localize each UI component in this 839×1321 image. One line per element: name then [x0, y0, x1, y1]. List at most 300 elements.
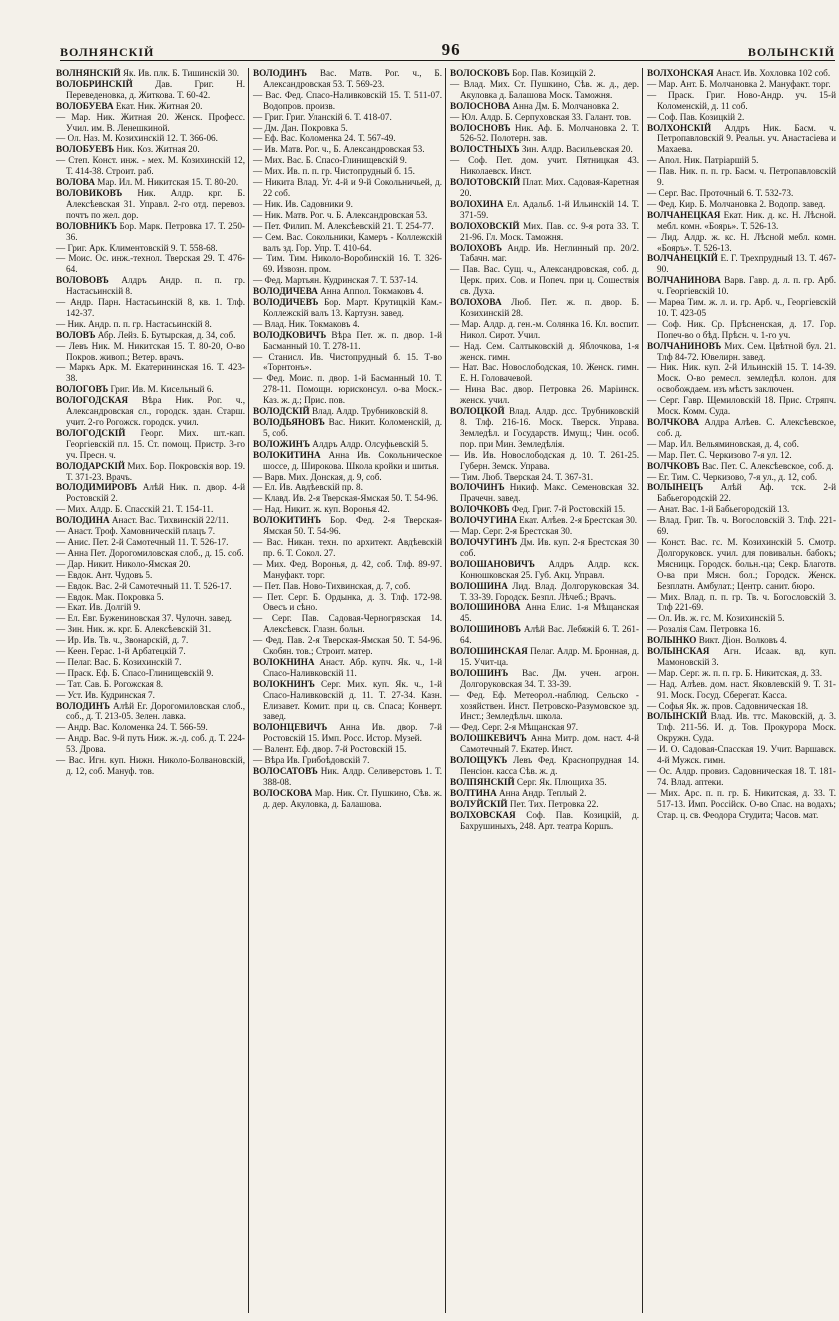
entry-details: Мар. Ник. Ст. Пушкино, Сѣв. ж. д. дер. Акуловка, д. Балашова.	[263, 787, 442, 809]
entry-details: — Евдок. Вас. 2-й Самотечный 11. Т. 526-17.	[56, 580, 232, 591]
entry-surname: ВОЛОЧИНЪ	[450, 482, 505, 493]
directory-entry	[56, 362, 245, 384]
entry-details: — Ел. Евг. Бужениновская 37. Чулочн. завед.	[56, 613, 232, 624]
entry-details: — Валент. Еф. двор. 7-й Ростовскій 15.	[253, 744, 407, 755]
entry-details: — Кеен. Герас. 1-й Арбатецкій 7.	[56, 646, 186, 657]
entry-details: — Марѳа Тим. ж. л. и. гр. Арб. ч., Георгіевскій 10. Т. 423-05	[647, 297, 836, 318]
entry-details: Як. Ив. плк. Б. Тишинскій 30.	[122, 68, 240, 78]
entry-surname: ВОЛОБУЕВЪ	[56, 144, 115, 155]
entry-surname: ВОЛОДИЧЕВА	[253, 286, 318, 297]
entry-details: — Серг. Вас. Проточный 6. Т. 532-73.	[647, 187, 794, 198]
entry-details: — Фед. Пав. 2-я Тверская-Ямская 50. Т. 54-96. Скобян. тов.; Строит. матер.	[253, 635, 442, 657]
directory-entry	[56, 384, 245, 395]
entry-details: Серг. Мих. куп. Як. ч., 1-й Спасо-Наливковскій д. 11. Т. 27-34. Казн. Елизавет. Комит. при ц. св. Спаса; Конверт. завед.	[263, 678, 443, 722]
entry-surname: ВОЛОГОВЪ	[56, 384, 109, 395]
entry-details: Екат. Алѣев. 2-я Брестская 30.	[519, 515, 638, 526]
directory-entry	[647, 155, 836, 166]
entry-details: — Андр. Парн. Настасьинскій 8, кв. 1. Тлф. 142-37.	[56, 297, 245, 318]
entry-details: Вас. Дм. учен. агрон. Долгоруковская 34. Т. 33-39.	[460, 667, 639, 689]
entry-details: — Ол. Ив. ж. гс. М. Козихинскій 5.	[647, 613, 785, 624]
entry-surname: ВОЛОШИНСКАЯ	[450, 646, 528, 657]
directory-entry	[56, 613, 245, 624]
entry-details: — Левъ Ник. М. Никитская 15. Т. 80-20, О-во Покров. живоп.; Ветер. врачъ.	[56, 340, 245, 362]
entry-surname: ВОЛОКИТИНА	[253, 449, 321, 460]
directory-entry	[450, 526, 639, 537]
entry-details: Соф. Пав. Козицкій, д. Бахрушиныхъ, 248. Арт. театра Коршъ.	[460, 809, 640, 831]
entry-details: — Праск. Григ. Ново-Андр. уч. 15-й Коломенскій, д. 11 соб.	[647, 89, 836, 111]
directory-entry	[450, 112, 639, 123]
directory-entry	[253, 90, 442, 112]
entry-surname: ВОЛОВНИКЪ	[56, 220, 117, 231]
directory-entry	[253, 788, 442, 810]
entry-details: Абр. Лейз. Б. Бутырская, д. 34, соб.	[97, 329, 236, 340]
entry-details: — Фед. Мартьян. Кудринская 7. Т. 537-14.	[253, 275, 418, 286]
directory-entry	[253, 657, 442, 679]
directory-entry	[647, 515, 836, 537]
entry-details: — Анат. Вас. 1-й Бабьегородскій 13.	[647, 504, 790, 515]
entry-details: Андр. Ив. Неглинный пр. 20/2. Табачн. маг.	[460, 242, 640, 264]
entry-details: — Пет. Филип. М. Алексѣевскій 21. Т. 254-77.	[253, 220, 434, 231]
directory-entry	[647, 166, 836, 188]
entry-details: — Зин. Ник. ж. крг. Б. Алексѣевскій 31.	[56, 624, 212, 635]
entry-details: — Ол. Наз. М. Козихинскій 12. Т. 366-06.	[56, 133, 218, 144]
entry-surname: ВОЛОСКОВЪ	[450, 68, 510, 78]
entry-details: Влад. Алдр. дсс. Трубниковскій 8. Тлф. 216-16. Моск. Тверск. Управа. Земледѣл. и Государств. Имущ.; Чин. особ. пор. при Мин. Земледѣлія.	[460, 406, 640, 449]
directory-entry	[56, 548, 245, 559]
directory-entry	[253, 155, 442, 166]
entry-details: — И. О. Садовая-Спасская 19. Учит. Варшавск. 4-й Мужск. гимн.	[647, 744, 836, 766]
entry-surname: ВОЛЫНКО	[647, 635, 697, 646]
directory-entry	[253, 253, 442, 275]
entry-details: Алѣй Ег. Дорогомиловская слоб., соб., д. Т. 213-05. Зелен. лавка.	[66, 700, 245, 722]
entry-details: — Над. Алѣев. дом. наст. Яковлевскій 9. Т. 31-91. Моск. Госуд. Сберегат. Касса.	[647, 678, 836, 700]
entry-surname: ВОЛОДАРСКІЙ	[56, 460, 126, 471]
directory-entry	[56, 668, 245, 679]
entry-details: — Апол. Ник. Патріаршій 5.	[647, 155, 759, 166]
directory-entry	[647, 439, 836, 450]
entry-details: — Пав. Вас. Сущ. ч., Александровская, соб. д. Церк. прих. Сов. и Попеч. при ц. Сошествія св. Духа.	[450, 264, 639, 297]
entry-details: — Фед. Кир. Б. Молчановка 2. Водопр. завед.	[647, 198, 826, 209]
directory-entry	[450, 690, 639, 723]
entry-details: — Ник. Андр. п. п. гр. Настасьинскій 8.	[56, 318, 212, 329]
directory-entry	[56, 188, 245, 221]
entry-details: — Соф. Пет. дом. учит. Пятницкая 43. Николаевск. Инст.	[450, 155, 639, 177]
directory-entry	[253, 515, 442, 537]
entry-details: — Ник. Ник. куп. 2-й Ильинскій 15. Т. 14-39. Моск. О-во ремесл. земледѣл. колон. для освобождаем. изъ мѣстъ заключен.	[647, 362, 836, 395]
entry-surname: ВОЛОКНИНЪ	[253, 678, 315, 689]
entry-details: — Андр. Вас. 9-й путь Ниж. ж.-д. соб. д. Т. 224-53. Дрова.	[56, 733, 245, 755]
directory-entry	[647, 668, 836, 679]
entry-surname: ВОЛОХОВА	[450, 297, 502, 308]
entry-details: — Никита Влад. Уг. 4-й и 9-й Сокольничьей, д. 22 соб.	[253, 177, 442, 198]
directory-entry	[450, 155, 639, 177]
entry-details: Ник. Аф. Б. Молчановка 2. Т. 526-52. Полотерн. зав.	[460, 122, 639, 144]
entry-details: Анна Митр. дом. наст. 4-й Самотечный 7. Екатер. Инст.	[460, 733, 639, 755]
entry-details: — Степ. Конст. инж. - мех. М. Козихинскій 12, Т. 414-38. Строит. раб.	[56, 155, 245, 177]
entry-surname: ВОЛЧАНИНОВЪ	[647, 340, 722, 351]
entry-surname: ВОЛОЦКОЙ	[450, 406, 505, 417]
entry-surname: ВОЛЫНСКАЯ	[647, 646, 710, 657]
entry-details: — Розалія Сам. Петровка 16.	[647, 624, 761, 635]
directory-entry	[56, 657, 245, 668]
directory-entry	[647, 701, 836, 712]
entry-details: — Мар. Алдр. д. ген.-м. Солянка 16. Кл. воспит. Никол. Сирот. Учил.	[450, 318, 639, 340]
entry-details: — Ир. Ив. Тв. ч., Звонарскій, д. 7.	[56, 635, 189, 646]
directory-entry	[450, 482, 639, 504]
entry-surname: ВОЛОБУЕВА	[56, 100, 114, 111]
entry-surname: ВОЛОВИКОВЪ	[56, 187, 123, 198]
entry-details: Фед. Григ. 7-й Ростовскій 15.	[511, 504, 626, 515]
directory-entry	[56, 395, 245, 428]
entry-surname: ВОЛЫНЕЦЪ	[647, 482, 704, 493]
entry-surname: ВОЛОЧУГИНЪ	[450, 536, 518, 547]
directory-entry	[253, 286, 442, 297]
entry-details: Алдра Алѣев. С. Алексѣевское, соб. д.	[657, 417, 836, 438]
directory-entry	[253, 133, 442, 144]
directory-entry	[450, 624, 639, 646]
directory-entry	[56, 570, 245, 581]
directory-entry	[647, 68, 836, 79]
entry-surname: ВОЛУЙСКІЙ	[450, 798, 508, 809]
entry-surname: ВОЛОГОДСКІЙ	[56, 427, 126, 438]
entry-details: Е. Г. Трехпрудный 13. Т. 467-90.	[657, 253, 836, 275]
directory-entry	[450, 79, 639, 101]
entry-details: — Ел. Ив. Авдѣевскій пр. 8.	[253, 482, 363, 493]
entry-surname: ВОЛЫНСКІЙ	[647, 711, 707, 722]
directory-entry	[647, 362, 836, 395]
directory-entry	[56, 526, 245, 537]
directory-entry	[450, 406, 639, 450]
entry-surname: ВОЛОДИНЪ	[56, 700, 110, 711]
directory-entry	[253, 450, 442, 472]
entry-details: — Анаст. Троф. Хамовническій плацъ 7.	[56, 526, 216, 537]
entry-details: — Софья Як. ж. пров. Садовническая 18.	[647, 700, 809, 711]
entry-details: — Влад. Ник. Токмаковъ 4.	[253, 318, 360, 329]
entry-details: Агн. Исаак. вд. куп. Мамоновскій 3.	[657, 646, 836, 667]
entry-details: — Влад. Григ. Тв. ч. Вогословскій 3. Тлф. 221-69.	[647, 515, 836, 537]
entry-surname: ВОЛОДИМИРОВЪ	[56, 482, 138, 493]
entry-details: Мих. Пав. сс. 9-я рота 33. Т. 21-96. Гл. Моск. Таможня.	[460, 220, 639, 242]
directory-entry	[56, 133, 245, 144]
directory-entry	[450, 450, 639, 472]
entry-details: — Ник. Ив. Садовники 9.	[253, 198, 353, 209]
entry-details: — Пав. Ник. п. п. гр. Басм. ч. Петропавловскій 9.	[647, 166, 836, 188]
directory-entry	[253, 559, 442, 581]
directory-entry	[253, 210, 442, 221]
entry-details: — Григ. Григ. Уланскій 6. Т. 418-07.	[253, 111, 392, 122]
entry-details: Люб. Пет. ж. п. двор. Б. Козихинскій 28.	[460, 297, 640, 318]
entry-details: Влад. Алдр. Трубниковскій 8.	[312, 406, 428, 417]
directory-entry	[56, 482, 245, 504]
directory-entry	[647, 472, 836, 483]
entry-surname: ВОЛОШИНОВА	[450, 602, 521, 613]
entry-details: — Ив. Матв. Рог. ч., Б. Александровская 53.	[253, 144, 425, 155]
directory-entry	[56, 243, 245, 254]
entry-details: — Григ. Арк. Климентовскій 9. Т. 558-68.	[56, 242, 218, 253]
directory-entry	[56, 319, 245, 330]
entry-details: — Тат. Сав. Б. Рогожская 8.	[56, 678, 164, 689]
entry-details: — Анис. Пет. 2-й Самотечный 11. Т. 526-17.	[56, 536, 229, 547]
entry-details: Григ. Ив. М. Кисельный 6.	[110, 384, 214, 395]
entry-surname: ВОЛОСКОВА	[253, 787, 313, 798]
directory-entry	[450, 68, 639, 79]
entry-details: — Андр. Вас. Коломенка 24. Т. 566-59.	[56, 722, 208, 733]
entry-details: — Тим. Люб. Тверская 24. Т. 367-31.	[450, 471, 594, 482]
entry-details: Мар. Ил. М. Никитская 15. Т. 80-20.	[97, 177, 239, 188]
entry-details: — Серг. Гавр. Щемиловскій 18. Прис. Стряпч. Моск. Комм. Суда.	[647, 395, 836, 417]
entry-surname: ВОЛОДИНЪ	[253, 68, 307, 78]
column-3	[446, 68, 643, 1313]
directory-entry	[647, 711, 836, 744]
directory-entry	[56, 504, 245, 515]
entry-surname: ВОЛОНЦЕВИЧЪ	[253, 722, 328, 733]
entry-details: — Моис. Ос. инж.-технол. Тверская 29. Т. 476-64.	[56, 253, 245, 275]
entry-details: Влад. Ив. ттс. Маковскій, д. 3. Тлф. 211-56. И. д. Тов. Прокурора Моск. Окружн. Суда.	[657, 711, 836, 744]
entry-surname: ВОЛНЯНСКІЙ	[56, 68, 121, 78]
entry-details: Лид. Влад. Долгоруковская 34. Т. 33-39. Городск. Безпл. Лѣчеб.; Врачъ.	[460, 580, 639, 602]
entry-surname: ВОЛОДКОВИЧЪ	[253, 329, 327, 340]
entry-details: Алѣй Аф. тск. 2-й Бабьегородскій 22.	[657, 482, 836, 504]
directory-entry	[253, 581, 442, 592]
entry-details: — Мих. Вас. Б. Спасо-Глинищевскій 9.	[253, 155, 407, 166]
entry-surname: ВОЛХОНСКІЙ	[647, 122, 712, 133]
entry-details: — Фед. Еф. Метеорол.-наблюд. Сельско - хозяйствен. Инст. Петровско-Разумовское зд. Инст.; Земледѣльч. школа.	[450, 689, 639, 722]
directory-entry	[253, 232, 442, 254]
entry-surname: ВОЛОГОДСКАЯ	[56, 395, 129, 406]
entry-surname: ВОЛОХОВСКІЙ	[450, 220, 520, 231]
directory-entry	[56, 101, 245, 112]
directory-entry	[647, 613, 836, 624]
directory-entry	[253, 373, 442, 406]
directory-entry	[56, 537, 245, 548]
entry-details: Анаст. Ив. Хохловка 102 соб.	[716, 68, 831, 78]
entry-surname: ВОЛЧКОВА	[647, 417, 700, 427]
directory-entry	[56, 701, 245, 723]
entry-surname: ВОЛОХИНА	[450, 198, 504, 209]
entry-surname: ВОЛОЧУГИНА	[450, 515, 517, 526]
entry-details: — Вѣра Ив. Грибоѣдовскій 7.	[253, 755, 370, 766]
directory-entry	[647, 744, 836, 766]
entry-surname: ВОЛОДИЧЕВЪ	[253, 297, 319, 308]
entry-details: Георг. Мих. шт.-кап. Георгіевскій пл. 15. Ст. помощ. Пристр. 3-го уч. Пресн. ч.	[66, 427, 245, 460]
entry-details: Анаст. Абр. купч. Як. ч., 1-й Спасо-Наливковскій 11.	[263, 656, 442, 678]
entry-surname: ВОЛОКНИНА	[253, 656, 315, 667]
entry-details: — Мар. Серг. 2-я Брестская 30.	[450, 526, 573, 537]
entry-details: — Лид. Алдр. ж. кс. Н. Лѣсной мебл. комн. «Бояръ». Т. 526-13.	[647, 231, 836, 253]
directory-entry	[253, 744, 442, 755]
directory-entry	[253, 722, 442, 744]
entry-details: — Нина Вас. двор. Петровка 26. Маріинск. женск. учил.	[450, 384, 639, 406]
entry-surname: ВОЛОДИНА	[56, 515, 110, 526]
entry-details: Вѣра Ник. Рог. ч., Александровская сл., городск. здан. Старш. учит. 2-го Рогожск. городск. учил.	[66, 395, 245, 427]
directory-entry	[253, 766, 442, 788]
entry-surname: ВОЛОКИТИНЪ	[253, 515, 322, 526]
entry-details: Алдръ Алдр. кск. Конюшковская 25. Губ. Акц. Управл.	[460, 558, 639, 580]
page-number: 96	[441, 40, 461, 59]
entry-details: — Дм. Дан. Покровка 5.	[253, 122, 348, 133]
directory-entry	[56, 79, 245, 101]
entry-details: Вас. Пет. С. Алексѣевское, соб. д.	[701, 460, 834, 471]
entry-surname: ВОЛОСАТОВЪ	[253, 766, 318, 776]
entry-surname: ВОЛОСНОВЪ	[450, 122, 511, 133]
entry-surname: ВОЛОХОВЪ	[450, 242, 503, 253]
column-2	[249, 68, 446, 1313]
directory-entry	[253, 123, 442, 134]
entry-surname: ВОЛОШИНЪ	[450, 667, 509, 678]
entry-details: Дав. Григ. Н. Переведеновка, д. Житкова. Т. 60-42.	[66, 78, 246, 100]
entry-details: — Уст. Ив. Кудринская 7.	[56, 689, 155, 700]
entry-details: — Екат. Ив. Долгій 9.	[56, 602, 141, 613]
entry-details: — Серг. Пав. Садовая-Черногрязская 14. Алексѣевск. Глазн. больн.	[253, 613, 442, 635]
entry-surname: ВОЛОСНОВА	[450, 100, 511, 111]
entry-details: Викт. Діон. Волковъ 4.	[698, 635, 787, 646]
directory-entry	[56, 624, 245, 635]
directory-entry	[253, 635, 442, 657]
entry-details: — Над. Сем. Салтыковскій д. Яблочкова, 1-я женск. гимн.	[450, 340, 639, 362]
entry-details: — Юл. Алдр. Б. Серпуховская 33. Галант. тов.	[450, 111, 632, 122]
entry-surname: ВОЛОТОВСКІЙ	[450, 177, 521, 188]
directory-entry	[647, 592, 836, 614]
directory-entry	[450, 722, 639, 733]
directory-entry	[56, 559, 245, 570]
directory-entry	[56, 733, 245, 755]
directory-entry	[450, 297, 639, 319]
entry-details: — Ос. Алдр. провиз. Садовническая 18. Т. 181-74. Влад. аптеки.	[647, 766, 836, 787]
entry-surname: ВОЛОШКЕВИЧЪ	[450, 733, 527, 744]
directory-entry	[253, 330, 442, 352]
directory-entry	[56, 155, 245, 177]
header-right-guideword: ВОЛЫНСКІЙ	[747, 45, 835, 59]
entry-surname: ВОЛЧАНЕЦКАЯ	[647, 209, 721, 220]
directory-entry	[56, 253, 245, 275]
directory-entry	[647, 395, 836, 417]
directory-entry	[253, 221, 442, 232]
directory-entry	[56, 679, 245, 690]
directory-entry	[56, 461, 245, 483]
directory-entry	[253, 482, 442, 493]
entry-details: Алдръ Алдр. Олсуфьевскій 5.	[312, 438, 429, 449]
entry-surname: ВОЛОШИНА	[450, 580, 508, 591]
entry-details: Никиф. Макс. Семеновская 32. Прачечн. завед.	[460, 482, 640, 504]
directory-entry	[56, 177, 245, 188]
entry-details: — Мар. Ник. Житная 20. Женск. Професс. Учил. им. В. Ленешкиной.	[56, 111, 245, 133]
directory-entry	[647, 275, 836, 297]
entry-surname: ВОЛЧАНИНОВА	[647, 275, 721, 286]
entry-surname: ВОЛОДСКІЙ	[253, 406, 310, 417]
entry-details: — Пет. Пав. Ново-Тихвинская, д. 7, соб.	[253, 580, 411, 591]
directory-entry	[450, 559, 639, 581]
directory-entry	[56, 68, 245, 79]
entry-details: Ел. Адальб. 1-й Ильинскій 14. Т. 371-59.	[460, 198, 640, 220]
entry-details: Вас. Никит. Коломенскій, д. 5, соб.	[263, 417, 443, 438]
directory-entry	[450, 221, 639, 243]
entry-details: Алѣй Вас. Лебяжій 6. Т. 261-64.	[460, 624, 639, 646]
directory-entry	[450, 319, 639, 341]
directory-entry	[56, 112, 245, 134]
directory-entry	[253, 275, 442, 286]
directory-entry	[647, 199, 836, 210]
entry-details: — Анна Пет. Дорогомиловская слоб., д. 15. соб.	[56, 547, 244, 558]
directory-entry	[647, 79, 836, 90]
page-header	[60, 38, 835, 61]
directory-entry	[647, 635, 836, 646]
directory-entry	[253, 679, 442, 723]
entry-details: Левъ Фед. Краснопрудная 14. Пенсіон. касса Сѣв. ж. д.	[460, 755, 639, 776]
directory-entry	[56, 330, 245, 341]
entry-details: — Евдок. Ант. Чудовъ 5.	[56, 569, 153, 580]
directory-entry	[647, 766, 836, 788]
directory-entry	[450, 144, 639, 155]
directory-entry	[253, 504, 442, 515]
entry-details: Пет. Тих. Петровка 22.	[509, 798, 599, 809]
entry-details: Екат. Ник. д. кс. Н. Лѣсной. мебл. комн. «Боярь». Т. 526-13.	[657, 209, 837, 231]
entry-details: — Маркъ Арк. М. Екатерининская 16. Т. 423-38.	[56, 362, 245, 384]
entry-details: Мих. Бор. Покровскія вор. 19. Т. 371-23. Врачъ.	[66, 460, 246, 482]
directory-entry	[450, 788, 639, 799]
entry-details: Вѣра Пет. ж. п. двор. 1-й Басманный 10. Т. 278-11.	[263, 329, 443, 351]
directory-entry	[647, 341, 836, 363]
directory-entry	[647, 319, 836, 341]
entry-details: — Пет. Серг. Б. Ордынка, д. 3. Тлф. 172-98. Овесъ и сѣно.	[253, 591, 442, 613]
entry-details: — Мих. Алдр. Б. Спасскій 21. Т. 154-11.	[56, 504, 214, 515]
columns-container	[52, 68, 839, 1313]
directory-entry	[56, 275, 245, 297]
entry-surname: ВОЛОДЬЯНОВЪ	[253, 417, 325, 427]
entry-details: — Влад. Мих. Ст. Пушкино, Сѣв. ж. д., дер. Акуловка д. Балашова Моск. Таможня.	[450, 78, 639, 100]
entry-details: — Клавд. Ив. 2-я Тверская-Ямская 50. Т. 54-96.	[253, 493, 439, 504]
entry-details: Екат. Ник. Житная 20.	[115, 100, 203, 111]
directory-entry	[253, 493, 442, 504]
entry-details: — Мих. Влад. п. п. гр. Тв. ч. Богословскій 3. Тлф 221-69.	[647, 591, 836, 613]
directory-entry	[253, 613, 442, 635]
directory-entry	[253, 406, 442, 417]
directory-entry	[450, 602, 639, 624]
entry-details: Бор. Фед. 2-я Тверская-Ямская 50. Т. 54-96.	[263, 515, 443, 537]
entry-details: Анна Ив. двор. 7-й Ростовскій 15. Имп. Росс. Истор. Музей.	[263, 722, 443, 744]
entry-details: Анна Ив. Сокольническое шоссе, д. Широкова. Школа кройки и шитья.	[263, 449, 442, 471]
entry-details: — Мар. Ил. Вельяминовская, д. 4, соб.	[647, 438, 799, 449]
directory-entry	[56, 515, 245, 526]
directory-entry	[450, 581, 639, 603]
entry-surname: ВОЛХОНСКАЯ	[647, 68, 714, 78]
directory-entry	[56, 602, 245, 613]
directory-entry	[450, 199, 639, 221]
directory-entry	[253, 177, 442, 199]
directory-entry	[450, 777, 639, 788]
entry-details: Анаст. Вас. Тихвинскій 22/11.	[111, 515, 229, 526]
entry-details: Ник. Коз. Житная 20.	[116, 144, 200, 155]
entry-details: — Ив. Ив. Новослободская д. 10. Т. 261-25. Губерн. Земск. Управа.	[450, 449, 639, 471]
directory-entry	[647, 450, 836, 461]
directory-entry	[647, 788, 836, 821]
directory-entry	[56, 755, 245, 777]
directory-entry	[450, 264, 639, 297]
directory-entry	[647, 624, 836, 635]
directory-entry	[450, 810, 639, 832]
entry-details: Дм. Ив. куп. 2-я Брестская 30 соб.	[460, 536, 639, 558]
entry-details: Анна Андр. Теплый 2.	[499, 787, 587, 798]
directory-entry	[253, 352, 442, 374]
directory-entry	[450, 341, 639, 363]
entry-details: — Мих. Фед. Воронья, д. 42, соб. Тлф. 89-97. Мануфакт. торг.	[253, 558, 442, 580]
directory-entry	[56, 646, 245, 657]
directory-entry	[450, 504, 639, 515]
entry-details: Серг. Як. Плющиха 35.	[516, 776, 607, 787]
entry-surname: ВОЛХОВСКАЯ	[450, 809, 516, 820]
directory-entry	[56, 297, 245, 319]
entry-details: — Ег. Тим. С. Черкизово, 7-я ул., д. 12, соб.	[647, 471, 818, 482]
directory-entry	[450, 668, 639, 690]
